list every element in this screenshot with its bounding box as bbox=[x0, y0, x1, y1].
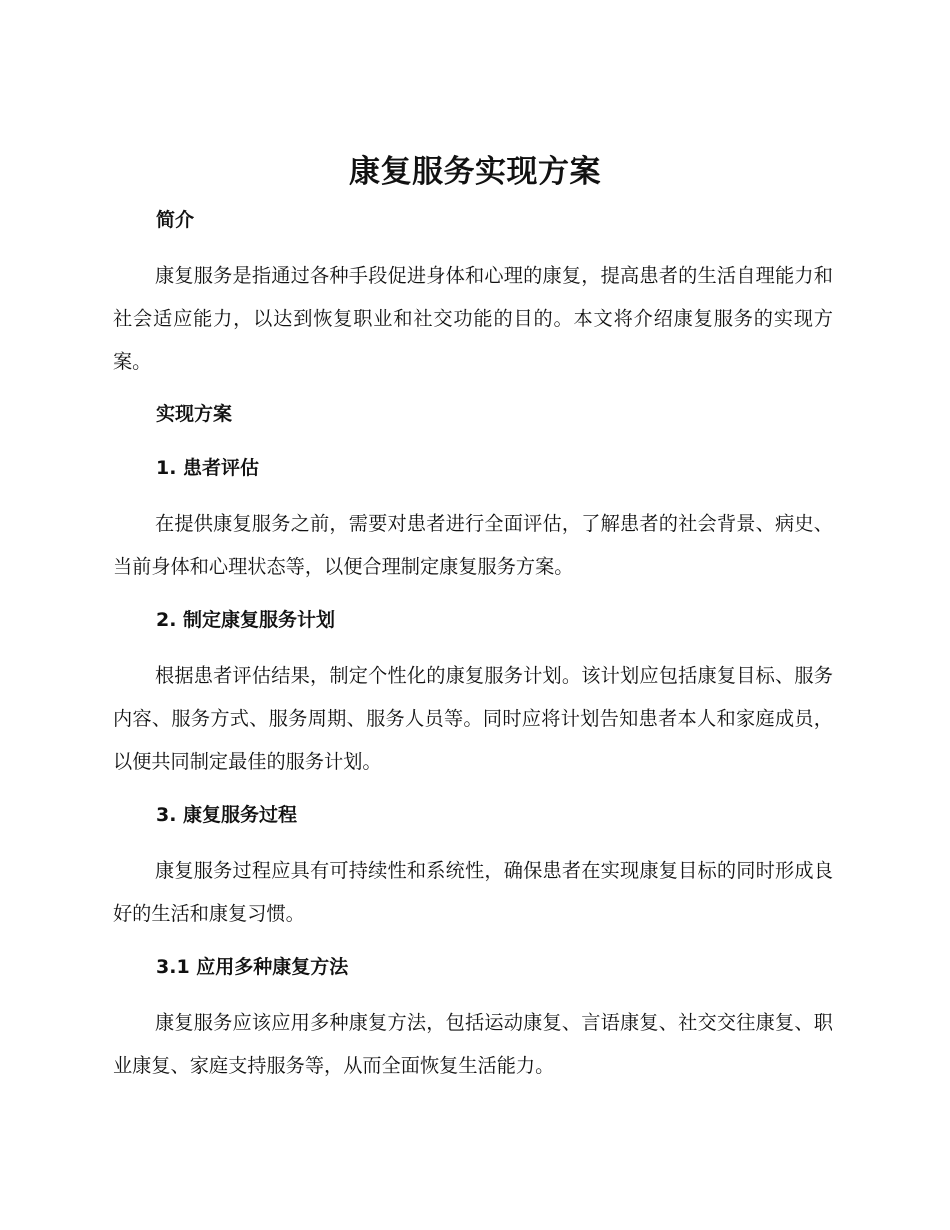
document-title: 康复服务实现方案 bbox=[349, 154, 601, 190]
paragraph-process: 康复服务过程应具有可持续性和系统性，确保患者在实现康复目标的同时形成良好的生活和康复习惯。 bbox=[113, 859, 833, 925]
paragraph-assessment: 在提供康复服务之前，需要对患者进行全面评估，了解患者的社会背景、病史、当前身体和心理状态等，以便合理制定康复服务方案。 bbox=[113, 512, 833, 578]
paragraph-methods: 康复服务应该应用多种康复方法，包括运动康复、言语康复、社交交往康复、职业康复、家庭支持服务等，从而全面恢复生活能力。 bbox=[113, 1011, 833, 1077]
section-heading-service-plan: 2. 制定康复服务计划 bbox=[156, 609, 336, 631]
section-heading-intro: 简介 bbox=[156, 209, 195, 231]
paragraph-intro: 康复服务是指通过各种手段促进身体和心理的康复，提高患者的生活自理能力和社会适应能力，以达到恢复职业和社交功能的目的。本文将介绍康复服务的实现方案。 bbox=[113, 264, 833, 373]
section-heading-methods: 3.1 应用多种康复方法 bbox=[156, 956, 349, 978]
paragraph-service-plan: 根据患者评估结果，制定个性化的康复服务计划。该计划应包括康复目标、服务内容、服务方式、服务周期、服务人员等。同时应将计划告知患者本人和家庭成员，以便共同制定最佳的服务计划。 bbox=[113, 664, 833, 773]
section-heading-assessment: 1. 患者评估 bbox=[156, 457, 260, 479]
section-heading-plan: 实现方案 bbox=[156, 403, 233, 425]
section-heading-process: 3. 康复服务过程 bbox=[156, 804, 298, 826]
